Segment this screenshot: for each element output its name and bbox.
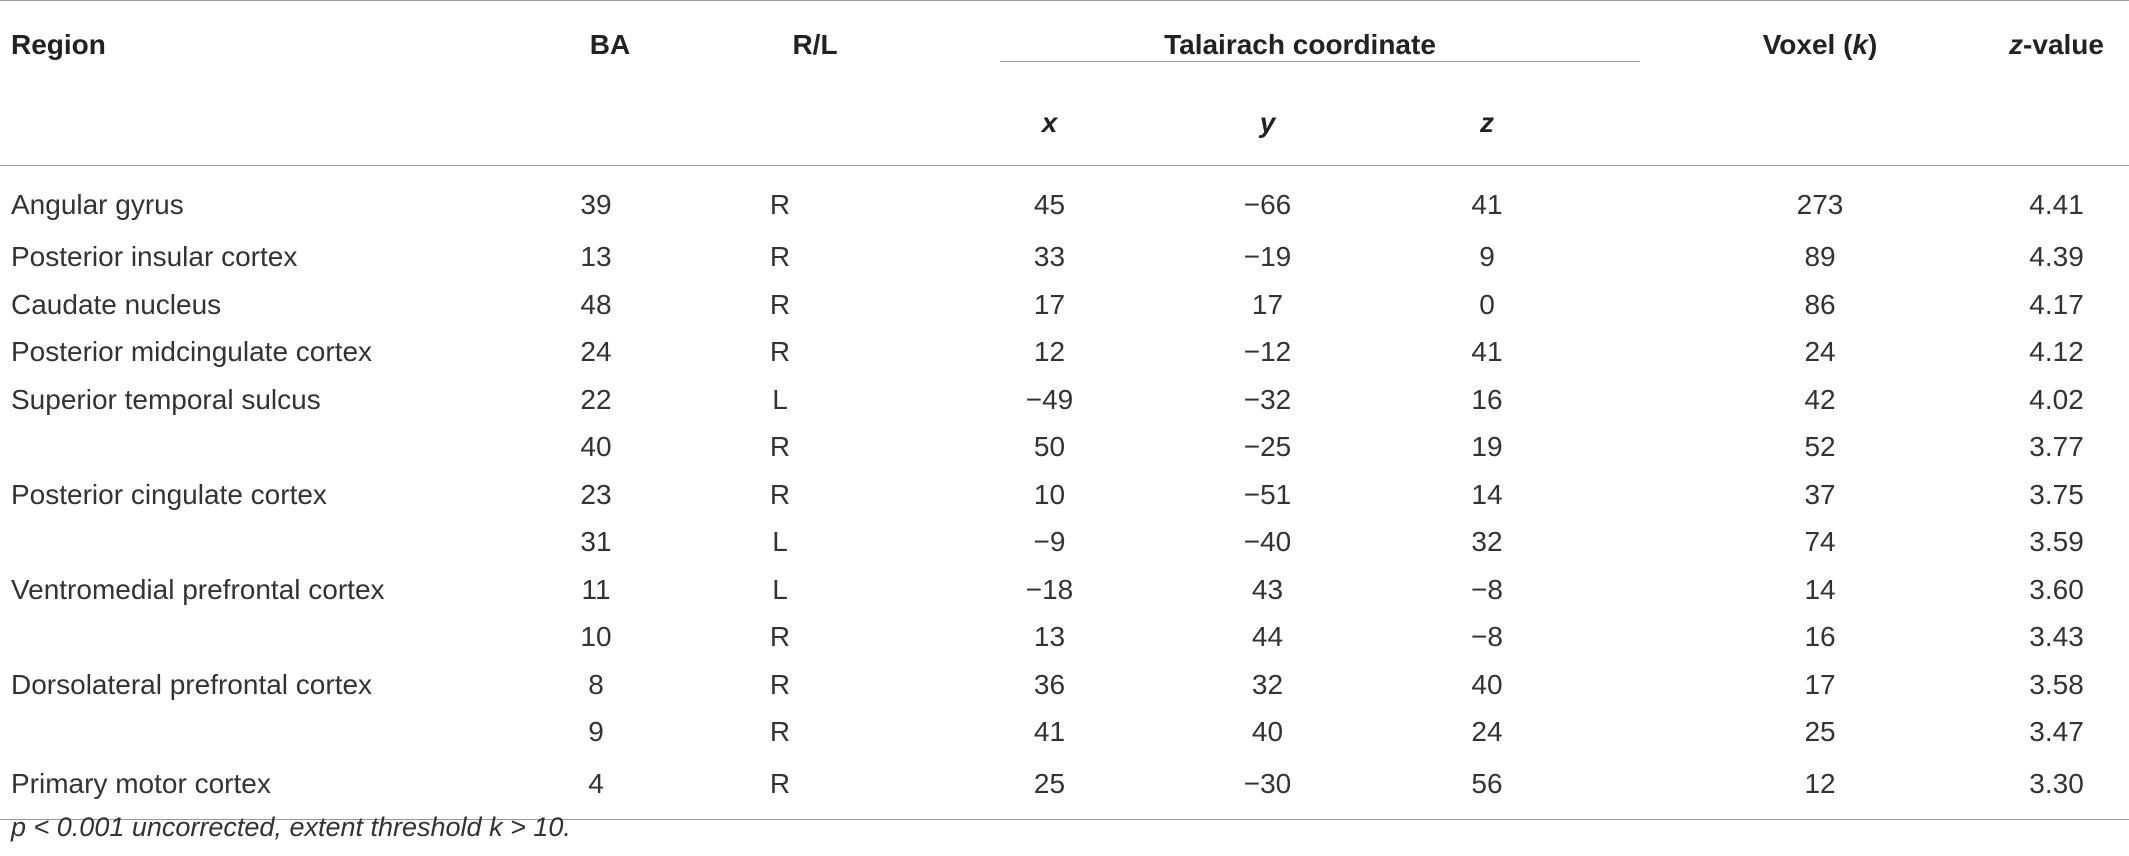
header-zvalue-rest: -value [2023, 29, 2104, 60]
cell-rl: R [769, 288, 791, 320]
table-row [0, 234, 2129, 282]
cell-z: 41 [1471, 336, 1503, 368]
header-x: x [952, 89, 1147, 166]
cell-z: 14 [1471, 478, 1503, 510]
cell-region: Caudate nucleus [11, 288, 222, 320]
cell-region: Primary motor cortex [0, 756, 550, 820]
cell-zvalue: 3.75 [2029, 478, 2084, 510]
cell-zvalue: 3.43 [2029, 621, 2084, 653]
cell-y: −19 [1243, 241, 1292, 273]
cell-rl: R [769, 478, 791, 510]
table-row [0, 661, 2129, 709]
table-row [0, 566, 2129, 614]
cell-x: 36 [1033, 668, 1066, 700]
cell-y: 32 [1251, 668, 1284, 700]
table-row [0, 519, 2129, 567]
cell-zvalue: 3.58 [2029, 668, 2084, 700]
cell-region [0, 424, 550, 472]
cell-voxel: 86 [1804, 288, 1836, 320]
header-ba: BA [550, 1, 670, 89]
header-z: z [1367, 89, 1607, 166]
cell-z: 41 [1471, 188, 1503, 220]
header-blank-region [0, 89, 550, 166]
header-voxel-k: k [1852, 29, 1868, 60]
cell-y: −40 [1243, 526, 1292, 558]
header-region: Region [0, 1, 550, 89]
cell-ba: 11 [581, 573, 611, 605]
cell-rl: R [769, 621, 791, 653]
cell-zvalue: 4.39 [2029, 241, 2084, 273]
cell-ba: 10 [580, 621, 612, 653]
cell-zvalue: 3.77 [2029, 431, 2084, 463]
cell-rl: R [769, 668, 791, 700]
cell-x: −49 [1025, 383, 1074, 415]
cell-ba: 48 [580, 288, 612, 320]
header-y: y [1145, 89, 1390, 166]
cell-x: 50 [1033, 431, 1066, 463]
cell-y: 17 [1251, 288, 1284, 320]
cell-y: 40 [1251, 716, 1284, 748]
cell-rl: R [635, 756, 925, 820]
cell-ba: 13 [580, 241, 612, 273]
cell-voxel: 273 [1796, 188, 1844, 220]
cell-ba: 22 [580, 383, 612, 415]
cell-y: −51 [1243, 478, 1292, 510]
cell-zvalue: 3.60 [2029, 573, 2084, 605]
cell-z: 40 [1471, 668, 1503, 700]
header-voxel-main: Voxel ( [1762, 29, 1853, 60]
cell-rl: L [772, 573, 788, 605]
cell-z: 9 [1479, 241, 1495, 273]
cell-voxel: 24 [1804, 336, 1836, 368]
table-row [0, 166, 2129, 234]
cell-rl: R [769, 431, 791, 463]
cell-x: 17 [1033, 288, 1066, 320]
cell-y: −30 [1145, 756, 1390, 820]
cell-rl: L [772, 383, 788, 415]
cell-z: 0 [1479, 288, 1495, 320]
cell-z: 32 [1471, 526, 1503, 558]
cell-x: 25 [952, 756, 1147, 820]
cell-ba: 4 [536, 756, 656, 820]
cell-y: 44 [1251, 621, 1284, 653]
cell-z: −8 [1471, 621, 1503, 653]
cell-z: 24 [1471, 716, 1503, 748]
cell-zvalue: 4.41 [2029, 188, 2084, 220]
cell-zvalue: 3.30 [1967, 756, 2129, 820]
cell-zvalue: 4.17 [2029, 288, 2084, 320]
header-talairach-label: Talairach coordinate [1164, 29, 1436, 60]
cell-ba: 24 [580, 336, 612, 368]
cell-ba: 8 [588, 668, 604, 700]
cell-ba: 23 [580, 478, 612, 510]
cell-ba: 31 [580, 526, 612, 558]
table-row [0, 281, 2129, 329]
cell-x: 10 [1033, 478, 1066, 510]
table-row [0, 471, 2129, 519]
cell-voxel: 16 [1804, 621, 1836, 653]
header-blank-gap [1640, 89, 1740, 166]
table-row [0, 756, 2129, 820]
cell-region [0, 709, 550, 757]
cell-zvalue: 3.59 [2029, 526, 2084, 558]
header-zvalue [1967, 1, 2129, 89]
cell-region: Posterior midcingulate cortex [11, 336, 373, 368]
cell-region: Angular gyrus [11, 188, 184, 220]
cell-region: Posterior insular cortex [11, 241, 298, 273]
cell-rl: R [769, 336, 791, 368]
cell-y: −66 [1243, 188, 1292, 220]
cell-region: Ventromedial prefrontal cortex [11, 573, 385, 605]
cell-y: −25 [1243, 431, 1292, 463]
cell-x: 33 [1033, 241, 1066, 273]
cell-x: 41 [1033, 716, 1066, 748]
cell-x: −9 [1033, 526, 1066, 558]
cell-ba: 9 [588, 716, 604, 748]
cell-x: 12 [1033, 336, 1066, 368]
cell-rl: R [769, 241, 791, 273]
cell-ba: 40 [580, 431, 612, 463]
cell-zvalue: 4.02 [2029, 383, 2084, 415]
cell-rl: L [772, 526, 788, 558]
table-row [0, 614, 2129, 662]
cell-rl: R [769, 188, 791, 220]
cell-voxel: 52 [1804, 431, 1836, 463]
cell-voxel: 17 [1804, 668, 1836, 700]
header-talairach [960, 1, 1640, 89]
cell-z: 19 [1471, 431, 1503, 463]
table-header [0, 1, 2129, 166]
cell-zvalue: 3.47 [2029, 716, 2084, 748]
talairach-subrule [1000, 61, 1640, 62]
table-row [0, 329, 2129, 377]
cell-region [0, 519, 550, 567]
cell-region: Posterior cingulate cortex [11, 478, 327, 510]
cell-x: −18 [1025, 573, 1074, 605]
cell-z: 56 [1367, 756, 1607, 820]
cell-y: 43 [1251, 573, 1284, 605]
cell-voxel: 89 [1804, 241, 1836, 273]
cell-voxel: 42 [1804, 383, 1836, 415]
cell-z: 16 [1471, 383, 1503, 415]
table-footnote: p < 0.001 uncorrected, extent threshold k > 10. [11, 812, 571, 842]
header-blank-rl [670, 89, 960, 166]
cell-y: −12 [1243, 336, 1292, 368]
cell-z: −8 [1471, 573, 1503, 605]
header-voxel [1715, 1, 1925, 89]
header-zvalue-z: z [2009, 29, 2024, 60]
header-rl: R/L [670, 1, 960, 89]
cell-region: Superior temporal sulcus [11, 383, 321, 415]
cell-voxel: 74 [1804, 526, 1836, 558]
cell-voxel: 14 [1804, 573, 1836, 605]
cell-voxel: 37 [1804, 478, 1836, 510]
header-voxel-end: ) [1868, 29, 1878, 60]
header-blank-zvalue [1950, 89, 2129, 166]
cell-region [0, 614, 550, 662]
cell-x: 45 [1033, 188, 1066, 220]
cell-zvalue: 4.12 [2029, 336, 2084, 368]
cell-ba: 39 [580, 188, 612, 220]
cell-voxel: 12 [1715, 756, 1925, 820]
table-row [0, 709, 2129, 757]
table-body [0, 166, 2129, 820]
cell-voxel: 25 [1804, 716, 1836, 748]
cell-y: −32 [1243, 383, 1292, 415]
cell-rl: R [769, 716, 791, 748]
table-row [0, 376, 2129, 424]
header-blank-ba [550, 89, 670, 166]
table-row [0, 424, 2129, 472]
cell-region: Dorsolateral prefrontal cortex [11, 668, 373, 700]
cell-x: 13 [1033, 621, 1066, 653]
header-blank-voxel [1740, 89, 1950, 166]
